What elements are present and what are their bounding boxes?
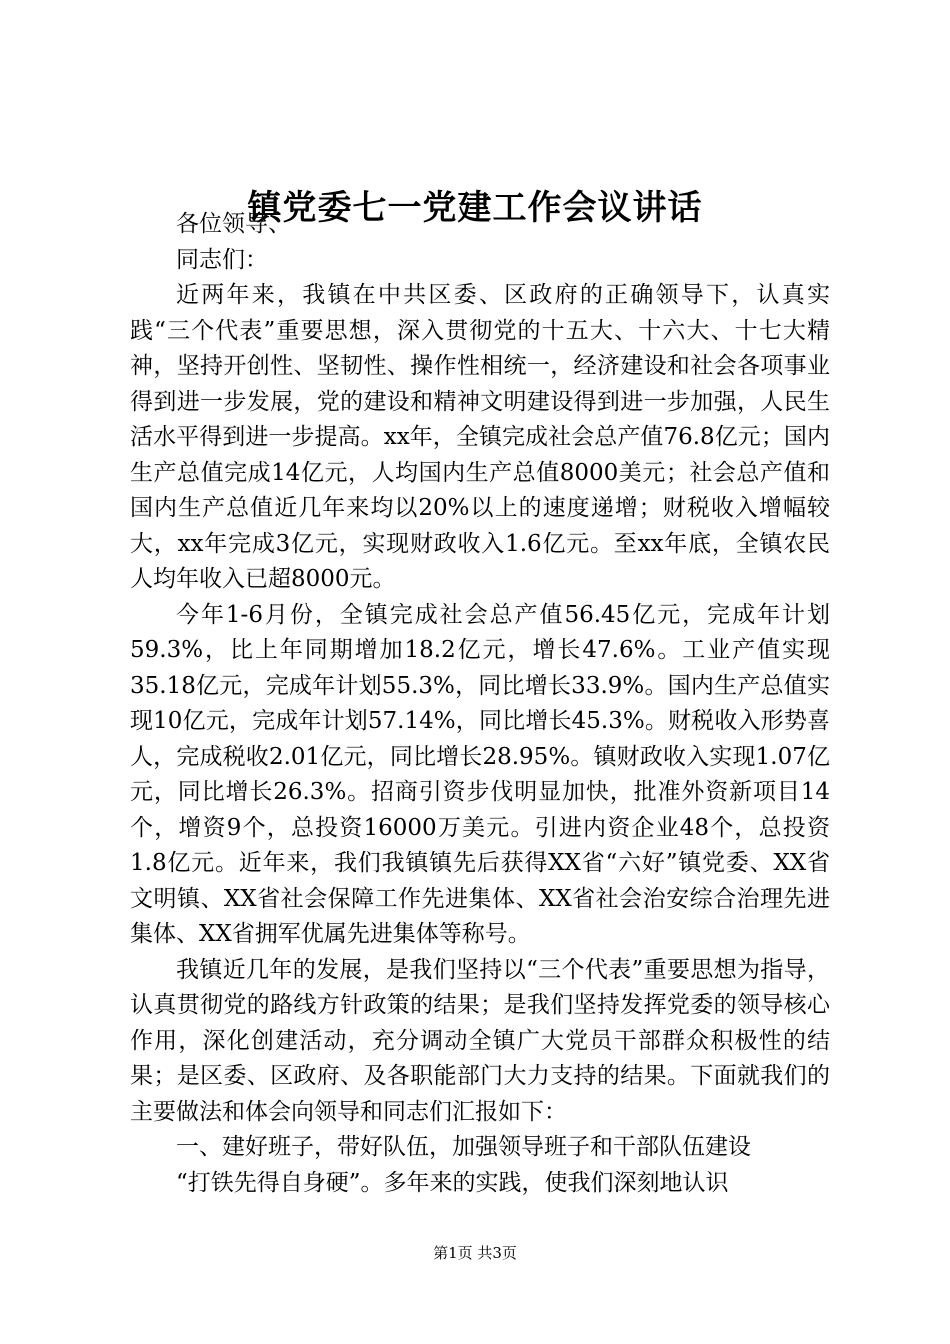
section-heading-1: 一、建好班子，带好队伍，加强领导班子和干部队伍建设 bbox=[176, 1134, 751, 1160]
document-title: 镇党委七一党建工作会议讲话 bbox=[247, 188, 703, 228]
paragraph-section-1-intro: “打铁先得自身硬”。多年来的实践，使我们深刻地认识 bbox=[176, 1169, 729, 1196]
salutation-comrades: 同志们： bbox=[176, 246, 268, 273]
document-body bbox=[130, 207, 830, 1201]
paragraph-development-reasons: 我镇近几年的发展，是我们坚持以“三个代表”重要思想为指导，认真贯彻党的路线方针政策的结果；是我们坚持发挥党委的领导核心作用，深化创建活动，充分调动全镇广大党员干部群众积极性的结果；是区委、区政府、及各职能部门大力支持的结果。下面就我们的主要做法和体会向领导和同志们汇报如下： bbox=[130, 956, 830, 1125]
paragraph-half-year-stats: 今年1-6月份，全镇完成社会总产值56.45亿元，完成年计划59.3%，比上年同期增加18.2亿元，增长47.6%。工业产值实现35.18亿元，完成年计划55.3%，同比增长33.9%。国内生产总值实现10亿元，完成年计划57.14%，同比增长45.3%。财税收入形势喜人，完成税收2.01亿元，同比增长28.95%。镇财政收入实现1.07亿元，同比增长26.3%。招商引资步伐明显加快，批准外资新项目14个，增资9个，总投资16000万美元。引进内资企业48个，总投资1.8亿元。近年来，我们我镇镇先后获得XX省“六好”镇党委、XX省文明镇、XX省社会保障工作先进集体、XX省社会治安综合治理先进集体、XX省拥军优属先进集体等称号。 bbox=[130, 601, 830, 947]
page-number-footer: 第1页 共3页 bbox=[433, 1244, 517, 1262]
salutation-leaders: 各位领导、 bbox=[176, 211, 291, 237]
paragraph-achievements: 近两年来，我镇在中共区委、区政府的正确领导下，认真实践“三个代表”重要思想，深入贯彻党的十五大、十六大、十七大精神，坚持开创性、坚韧性、操作性相统一，经济建设和社会各项事业得到进一步发展，党的建设和精神文明建设得到进一步加强，人民生活水平得到进一步提高。xx年，全镇完成社会总产值76.8亿元；国内生产总值完成14亿元，人均国内生产总值8000美元；社会总产值和国内生产总值近几年来均以20%以上的速度递增；财税收入增幅较大，xx年完成3亿元，实现财政收入1.6亿元。至xx年底，全镇农民人均年收入已超8000元。 bbox=[130, 282, 830, 592]
